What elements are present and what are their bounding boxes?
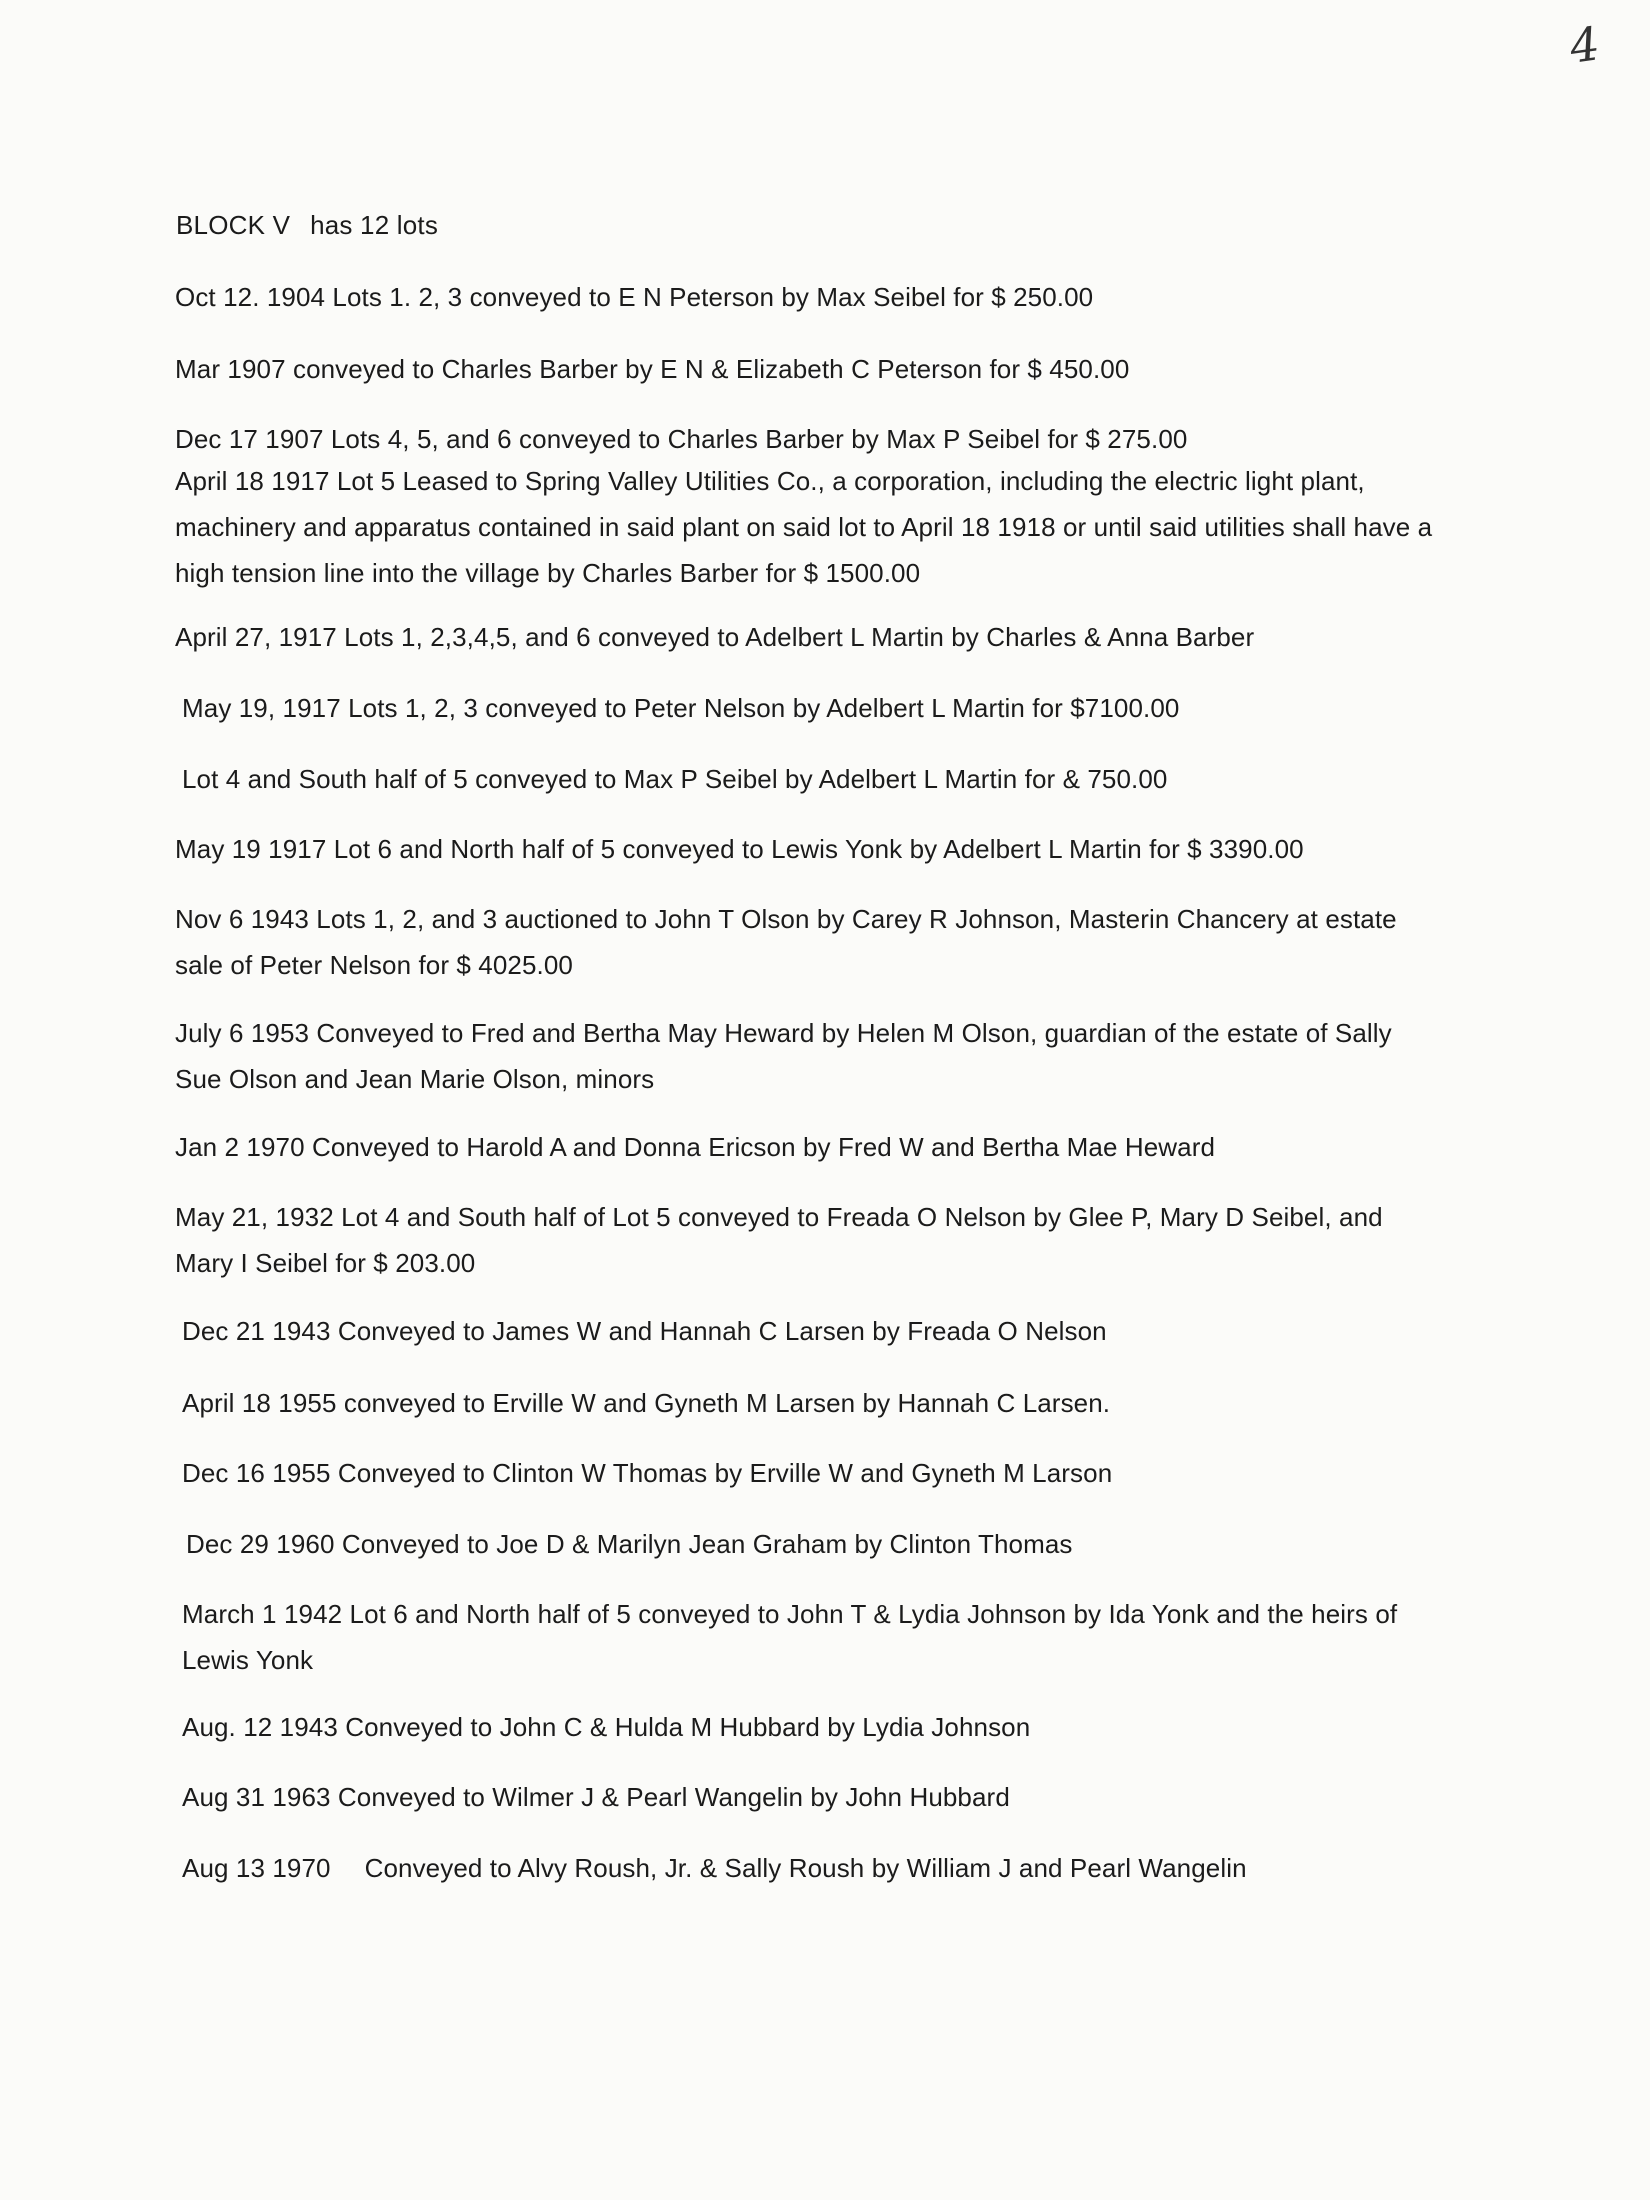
- deed-entry: Aug. 12 1943 Conveyed to John C & Hulda M Hubbard by Lydia Johnson: [182, 1712, 1031, 1742]
- entry-date: Aug 13 1970: [182, 1853, 331, 1883]
- deed-entry: Dec 21 1943 Conveyed to James W and Hannah C Larsen by Freada O Nelson: [182, 1316, 1107, 1346]
- deed-entry: Jan 2 1970 Conveyed to Harold A and Donna Ericson by Fred W and Bertha Mae Heward: [175, 1132, 1216, 1162]
- deed-entry: March 1 1942 Lot 6 and North half of 5 conveyed to John T & Lydia Johnson by Ida Yonk and the heirs of Lewis Yonk: [182, 1599, 1398, 1675]
- block-title: BLOCK V: [176, 210, 291, 240]
- deed-entry: April 18 1917 Lot 5 Leased to Spring Valley Utilities Co., a corporation, including the electric light plant, machinery and apparatus contained in said plant on said lot to April 18 1918 or until said utilities shall have a high tension line into the village by Charles Barber for $ 1500.00: [175, 466, 1433, 588]
- deed-entry: Oct 12. 1904 Lots 1. 2, 3 conveyed to E N Peterson by Max Seibel for $ 250.00: [175, 282, 1094, 312]
- deed-entry: May 19, 1917 Lots 1, 2, 3 conveyed to Peter Nelson by Adelbert L Martin for $7100.00: [182, 693, 1180, 723]
- deed-entry: Nov 6 1943 Lots 1, 2, and 3 auctioned to John T Olson by Carey R Johnson, Masterin Chancery at estate sale of Peter Nelson for $ 4025.00: [175, 904, 1397, 980]
- entry-text: Conveyed to Alvy Roush, Jr. & Sally Roush by William J and Pearl Wangelin: [364, 1853, 1247, 1883]
- deed-entry: July 6 1953 Conveyed to Fred and Bertha May Heward by Helen M Olson, guardian of the estate of Sally Sue Olson and Jean Marie Olson, minors: [175, 1018, 1392, 1094]
- deed-entry: Aug 31 1963 Conveyed to Wilmer J & Pearl Wangelin by John Hubbard: [182, 1782, 1010, 1812]
- deed-entry: Lot 4 and South half of 5 conveyed to Max P Seibel by Adelbert L Martin for & 750.00: [182, 764, 1168, 794]
- deed-entry: Dec 17 1907 Lots 4, 5, and 6 conveyed to Charles Barber by Max P Seibel for $ 275.00: [175, 424, 1188, 454]
- deed-entry: April 18 1955 conveyed to Erville W and Gyneth M Larsen by Hannah C Larsen.: [182, 1388, 1111, 1418]
- lot-count: has 12 lots: [310, 210, 439, 240]
- deed-entry: Dec 29 1960 Conveyed to Joe D & Marilyn Jean Graham by Clinton Thomas: [186, 1529, 1073, 1559]
- deed-entry: April 27, 1917 Lots 1, 2,3,4,5, and 6 conveyed to Adelbert L Martin by Charles & Anna Barber: [175, 622, 1255, 652]
- block-heading: [176, 210, 438, 241]
- deed-entry: Mar 1907 conveyed to Charles Barber by E N & Elizabeth C Peterson for $ 450.00: [175, 354, 1130, 384]
- deed-entry: May 19 1917 Lot 6 and North half of 5 conveyed to Lewis Yonk by Adelbert L Martin for $ 3390.00: [175, 834, 1304, 864]
- deed-entry-last: [182, 1845, 1442, 1891]
- deed-entry: May 21, 1932 Lot 4 and South half of Lot 5 conveyed to Freada O Nelson by Glee P, Mary D Seibel, and Mary I Seibel for $ 203.00: [175, 1202, 1383, 1278]
- page-number: 4: [1566, 16, 1603, 74]
- deed-entry: Dec 16 1955 Conveyed to Clinton W Thomas by Erville W and Gyneth M Larson: [182, 1458, 1113, 1488]
